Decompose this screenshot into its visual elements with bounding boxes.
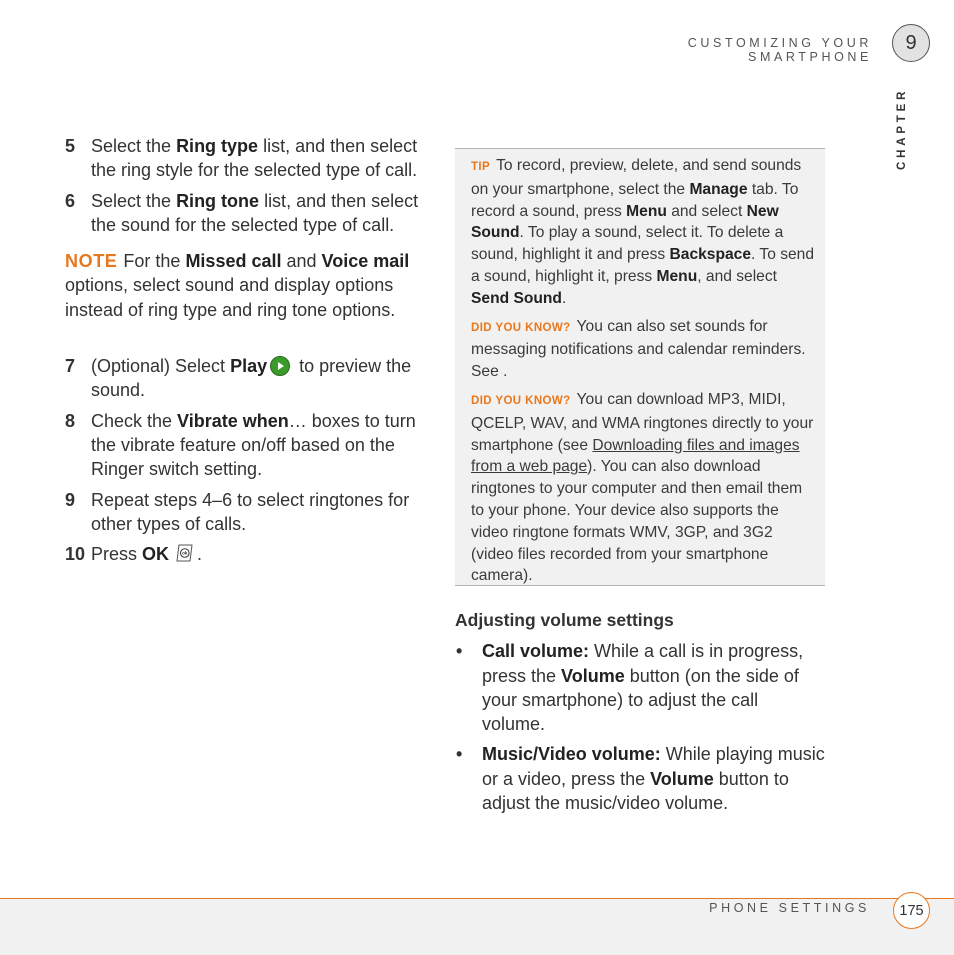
step-number: 8 bbox=[65, 410, 76, 431]
tip-paragraph: TIP To record, preview, delete, and send sounds on your smartphone, select the Manage tab. To record a sound, press Menu and select New Sound. To play a sound, select it. To delete a sound, highlight it and press Backspace. To send a sound, highlight it, press Menu, and select Send Sound. bbox=[471, 157, 815, 307]
section-heading: Adjusting volume settings bbox=[455, 610, 674, 630]
bullet: • bbox=[456, 744, 463, 765]
did-you-know-label: DID YOU KNOW? bbox=[471, 394, 571, 407]
step-number: 6 bbox=[65, 190, 76, 211]
svg-text:ok: ok bbox=[182, 550, 188, 556]
did-you-know-1: DID YOU KNOW? You can also set sounds for messaging notifications and calendar reminders. See . bbox=[471, 317, 806, 381]
note-block: NOTE For the Missed call and Voice mail options, select sound and display options instead of ring type and ring tone options. bbox=[65, 251, 410, 320]
step-9 bbox=[65, 488, 435, 537]
chapter-number-badge: 9 bbox=[892, 24, 930, 62]
step-text: Press OK ok . bbox=[91, 544, 203, 565]
tip-sidebar bbox=[455, 148, 825, 586]
note-label: NOTE bbox=[65, 251, 118, 272]
left-column bbox=[65, 134, 435, 572]
tip-label: TIP bbox=[471, 161, 491, 173]
step-7 bbox=[65, 354, 435, 403]
step-text: Repeat steps 4–6 to select ringtones for other types of calls. bbox=[91, 489, 410, 534]
step-10 bbox=[65, 542, 435, 566]
chapter-label: CHAPTER bbox=[896, 87, 908, 170]
step-6 bbox=[65, 189, 435, 238]
play-button-icon bbox=[270, 356, 290, 376]
step-number: 9 bbox=[65, 489, 76, 510]
step-text: Select the Ring type list, and then select the ring style for the selected type of call. bbox=[91, 136, 418, 181]
list-item bbox=[455, 742, 825, 815]
did-you-know-2: DID YOU KNOW? You can download MP3, MIDI, QCELP, WAV, and WMA ringtones directly to your smartphone (see Downloading files and images from a web page). You can also download ringtones to your computer and then email them to your phone. Your device also supports the video ringtone formats WMV, 3GP, and 3G2 (video files recorded from your smartphone camera). bbox=[471, 390, 814, 585]
page-number: 175 bbox=[893, 892, 930, 929]
list-item bbox=[455, 639, 825, 736]
running-header: CUSTOMIZING YOUR SMARTPHONE bbox=[687, 36, 872, 64]
footer-section-title: PHONE SETTINGS bbox=[709, 901, 870, 915]
step-8 bbox=[65, 409, 435, 482]
step-text: Select the Ring tone list, and then select the sound for the selected type of call. bbox=[91, 190, 419, 235]
bullet: • bbox=[456, 641, 463, 662]
step-text: (Optional) Select Play to preview the sound. bbox=[91, 356, 412, 401]
step-number: 10 bbox=[65, 544, 86, 565]
step-text: Check the Vibrate when… boxes to turn the vibrate feature on/off based on the Ringer switch setting. bbox=[91, 410, 416, 480]
did-you-know-label: DID YOU KNOW? bbox=[471, 321, 571, 334]
downloading-files-link[interactable]: Downloading files and images from a web page bbox=[471, 436, 800, 476]
step-5 bbox=[65, 134, 435, 183]
bullet-text: Call volume: While a call is in progress, press the Volume button (on the side of your smartphone) to adjust the call volume. bbox=[482, 641, 804, 735]
step-number: 5 bbox=[65, 136, 76, 156]
volume-settings-section bbox=[455, 608, 825, 821]
ok-button-icon bbox=[175, 543, 195, 563]
bullet-text: Music/Video volume: While playing music or a video, press the Volume button to adjust the music/video volume. bbox=[482, 744, 825, 814]
step-number: 7 bbox=[65, 356, 76, 377]
